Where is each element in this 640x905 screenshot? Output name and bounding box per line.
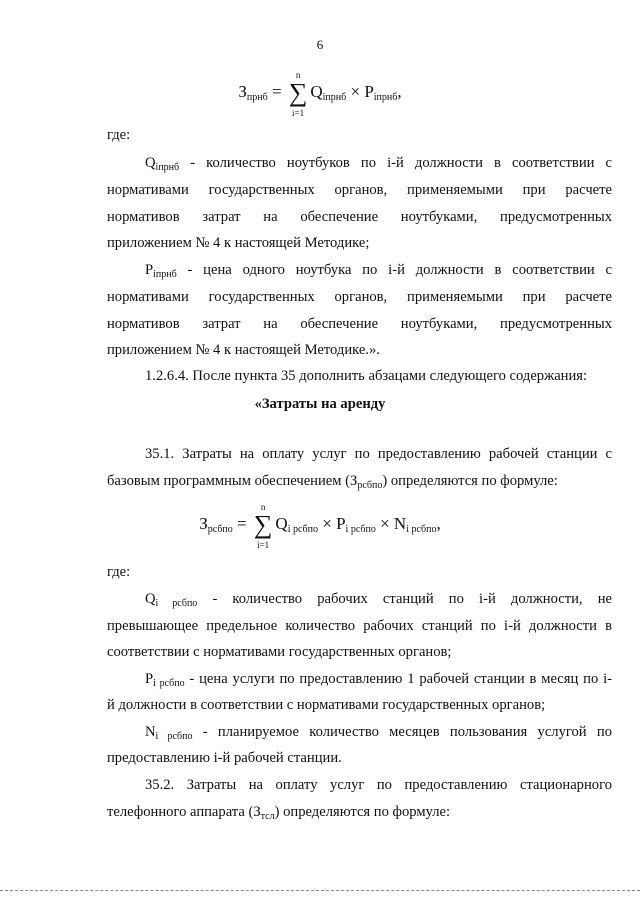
clause-35-1-subscript: рсбпо — [357, 480, 383, 491]
formula-term-q: Q — [310, 81, 323, 101]
sum-upper-limit: n — [260, 502, 266, 512]
clause-35-2-subscript: тсл — [260, 811, 275, 822]
q2-definition-line-3: соответствии с нормативами государственных органов; — [107, 644, 452, 660]
formula-times: × — [322, 513, 332, 533]
clause-35-2-text-a: телефонного аппарата (З — [107, 804, 261, 820]
p2-symbol: P — [145, 671, 154, 687]
q2-symbol: Q — [145, 591, 156, 607]
formula-term-n-subscript: i рсбпо — [406, 523, 437, 535]
q2-definition-text: - количество рабочих станций по i-й должности, не — [197, 591, 612, 607]
clause-35-2-line-1: 35.2. Затраты на оплату услуг по предоставлению стационарного — [145, 777, 612, 793]
sum-lower-limit: i=1 — [257, 540, 270, 550]
q2-definition-line-2: превышающее предельное количество рабочих станций по i-й должности в — [107, 618, 612, 634]
p2-definition-text: - цена услуги по предоставлению 1 рабочей станции в месяц по i- — [184, 671, 612, 687]
q-definition-line-3: нормативов затрат на обеспечение ноутбуками, предусмотренных — [107, 209, 612, 225]
formula-lhs-subscript: рсбпо — [207, 523, 233, 535]
n2-symbol: N — [145, 724, 156, 740]
q-symbol-subscript: iпрнб — [155, 162, 180, 173]
formula-tail: , — [397, 81, 402, 101]
formula-lhs: З — [238, 81, 247, 101]
formula-workstation-costs — [0, 502, 640, 550]
p-symbol-subscript: iпрнб — [153, 269, 177, 280]
p-definition-text: - цена одного ноутбука по i-й должности в соответствии с — [176, 262, 612, 278]
formula-lhs: З — [199, 513, 208, 533]
footer-divider — [0, 890, 640, 891]
amendment-line: 1.2.6.4. После пункта 35 дополнить абзацами следующего содержания: — [145, 368, 588, 384]
clause-35-2-line-2 — [107, 803, 450, 826]
q2-definition-line-1 — [145, 590, 612, 613]
formula-equals: = — [271, 81, 282, 101]
clause-35-1-line-1: 35.1. Затраты на оплату услуг по предоставлению рабочей станции с — [145, 446, 612, 462]
p-symbol: P — [145, 262, 154, 278]
formula-equals: = — [237, 513, 247, 533]
p-definition-line-3: нормативов затрат на обеспечение ноутбуками, предусмотренных — [107, 316, 612, 332]
n2-definition-line-2: предоставлению i-й рабочей станции. — [107, 750, 342, 766]
formula-term-p-subscript: iпрнб — [373, 91, 398, 103]
where-label: где: — [107, 127, 131, 143]
sigma-icon: ∑ — [253, 510, 273, 539]
q-definition-text: - количество ноутбуков по i-й должности в соответствии с — [179, 155, 612, 171]
sigma-icon: ∑ — [288, 78, 308, 107]
formula-term-q: Q — [275, 513, 288, 533]
formula-term-p: P — [336, 513, 346, 533]
p-definition-line-2: нормативами государственных органов, применяемыми при расчете — [107, 289, 612, 305]
page-number: 6 — [316, 37, 324, 52]
formula-lhs-subscript: прнб — [246, 91, 268, 103]
p2-symbol-subscript: i рсбпо — [153, 678, 185, 689]
clause-35-1-text-b: ) определяются по формуле: — [382, 473, 558, 489]
formula-term-q-subscript: iпрнб — [322, 91, 347, 103]
summation-sign — [288, 70, 308, 118]
formula-term-p-subscript: i рсбпо — [345, 523, 376, 535]
sum-upper-limit: n — [295, 70, 301, 80]
q2-symbol-subscript: i рсбпо — [155, 598, 198, 609]
q-definition-line-2: нормативами государственных органов, применяемыми при расчете — [107, 182, 612, 198]
p-definition-line-1 — [145, 261, 612, 284]
formula-term-q-subscript: i рсбпо — [287, 523, 318, 535]
formula-term-p: P — [364, 81, 374, 101]
q-symbol: Q — [145, 155, 156, 171]
p2-definition-line-1 — [145, 670, 612, 693]
clause-35-1-line-2 — [107, 472, 558, 495]
sum-lower-limit: i=1 — [292, 108, 305, 118]
formula-times: × — [350, 81, 361, 101]
q-definition-line-1 — [145, 154, 612, 177]
clause-35-1-text-a: базовым программным обеспечением (З — [107, 473, 358, 489]
section-heading: «Затраты на аренду — [254, 396, 386, 412]
formula-times-2: × — [380, 513, 390, 533]
n2-definition-text: - планируемое количество месяцев пользования услугой по — [192, 724, 613, 740]
p-definition-line-4: приложением № 4 к настоящей Методике.». — [107, 342, 380, 358]
q-definition-line-4: приложением № 4 к настоящей Методике; — [107, 235, 370, 251]
clause-35-2-text-b: ) определяются по формуле: — [274, 804, 451, 820]
formula-tail: , — [436, 513, 441, 533]
n2-definition-line-1 — [145, 723, 612, 746]
formula-notebook-costs — [0, 70, 640, 118]
formula-term-n: N — [393, 513, 407, 533]
summation-sign — [253, 502, 273, 550]
n2-symbol-subscript: i рсбпо — [155, 731, 193, 742]
p2-definition-line-2: й должности в соответствии с нормативами государственных органов; — [107, 697, 546, 713]
where-label-2: где: — [107, 564, 131, 580]
